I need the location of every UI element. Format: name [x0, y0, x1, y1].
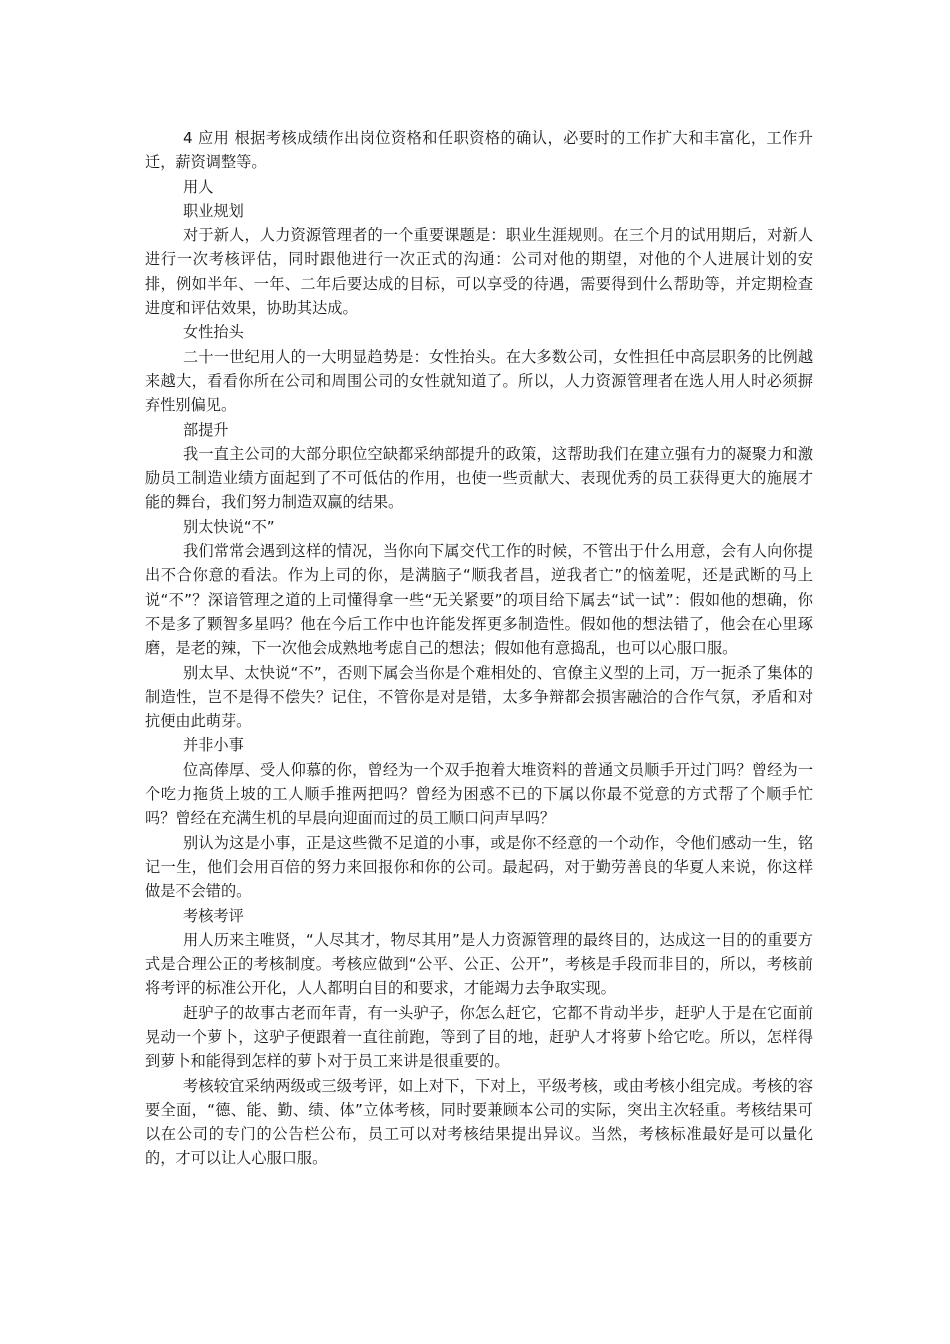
section-heading: 部提升	[183, 420, 229, 439]
paragraph: 我一直主公司的大部分职位空缺都采纳部提升的政策，这帮助我们在建立强有力的凝聚力和激励员工制造业绩方面起到了不可低估的作用，也使一些贡献大、表现优秀的员工获得更大的施展才能的舞台，我们努力制造双赢的结果。	[145, 444, 813, 512]
section-heading: 别太快说“不”	[183, 517, 275, 536]
paragraph: 对于新人，人力资源管理者的一个重要课题是：职业生涯规则。在三个月的试用期后，对新人进行一次考核评估，同时跟他进行一次正式的沟通：公司对他的期望，对他的个人进展计划的安排，例如半年、一年、二年后要达成的目标，可以享受的待遇，需要得到什么帮助等，并定期检查进度和评估效果，协助其达成。	[145, 226, 813, 318]
document-body	[145, 126, 813, 1171]
paragraph: 别太早、太快说“不”，否则下属会当你是个难相处的、官僚主义型的上司，万一扼杀了集体的制造性，岂不是得不偿失？记住，不管你是对是错，太多争辩都会损害融洽的合作气氛，矛盾和对抗便由此萌芽。	[145, 663, 813, 731]
paragraph: 位高俸厚、受人仰慕的你，曾经为一个双手抱着大堆资料的普通文员顺手开过门吗？曾经为一个吃力拖货上坡的工人顺手推两把吗？曾经为困惑不已的下属以你最不觉意的方式帮了个顺手忙吗？曾经在充满生机的早晨向迎面而过的员工顺口问声早吗？	[145, 760, 813, 828]
section-heading: 考核考评	[183, 906, 244, 925]
section-heading: 女性抬头	[183, 323, 244, 342]
section-heading: 用人	[183, 177, 214, 196]
section-heading: 并非小事	[183, 736, 244, 755]
paragraph: 二十一世纪用人的一大明显趋势是：女性抬头。在大多数公司，女性担任中高层职务的比例越来越大，看看你所在公司和周围公司的女性就知道了。所以，人力资源管理者在选人用人时必须摒弃性别偏见。	[145, 347, 813, 415]
section-heading: 职业规划	[183, 201, 244, 220]
paragraph: 用人历来主唯贤，“人尽其才，物尽其用”是人力资源管理的最终目的，达成这一目的的重要方式是合理公正的考核制度。考核应做到“公平、公正、公开”，考核是手段而非目的，所以，考核前将考评的标准公开化，人人都明白目的和要求，才能竭力去争取实现。	[145, 930, 813, 998]
paragraph: 我们常常会遇到这样的情况，当你向下属交代工作的时候，不管出于什么用意，会有人向你提出不合你意的看法。作为上司的你，是满脑子“顺我者昌，逆我者亡”的恼羞呢，还是武断的马上说“不”？深谙管理之道的上司懂得拿一些“无关紧要”的项目给下属去“试一试”：假如他的想确，你不是多了颗智多星吗？他在今后工作中也许能发挥更多制造性。假如他的想法错了，他会在心里琢磨，是老的辣，下一次他会成熟地考虑自己的想法；假如他有意捣乱，也可以心服口服。	[145, 542, 813, 658]
paragraph: 赶驴子的故事古老而年青，有一头驴子，你怎么赶它，它都不肯动半步，赶驴人于是在它面前晃动一个萝卜，这驴子便跟着一直往前跑，等到了目的地，赶驴人才将萝卜给它吃。所以，怎样得到萝卜和能得到怎样的萝卜对于员工来讲是很重要的。	[145, 1003, 813, 1071]
paragraph: 考核较宜采纳两级或三级考评，如上对下，下对上，平级考核，或由考核小组完成。考核的容要全面，“德、能、勤、绩、体”立体考核，同时要兼顾本公司的实际，突出主次轻重。考核结果可以在公司的专门的公告栏公布，员工可以对考核结果提出异议。当然，考核标准最好是可以量化的，才可以让人心服口服。	[145, 1076, 813, 1168]
paragraph: 4 应用 根据考核成绩作出岗位资格和任职资格的确认，必要时的工作扩大和丰富化，工作升迁，薪资调整等。	[145, 129, 813, 172]
paragraph: 别认为这是小事，正是这些微不足道的小事，或是你不经意的一个动作，令他们感动一生，铭记一生，他们会用百倍的努力来回报你和你的公司。最起码，对于勤劳善良的华夏人来说，你这样做是不会错的。	[145, 833, 813, 901]
